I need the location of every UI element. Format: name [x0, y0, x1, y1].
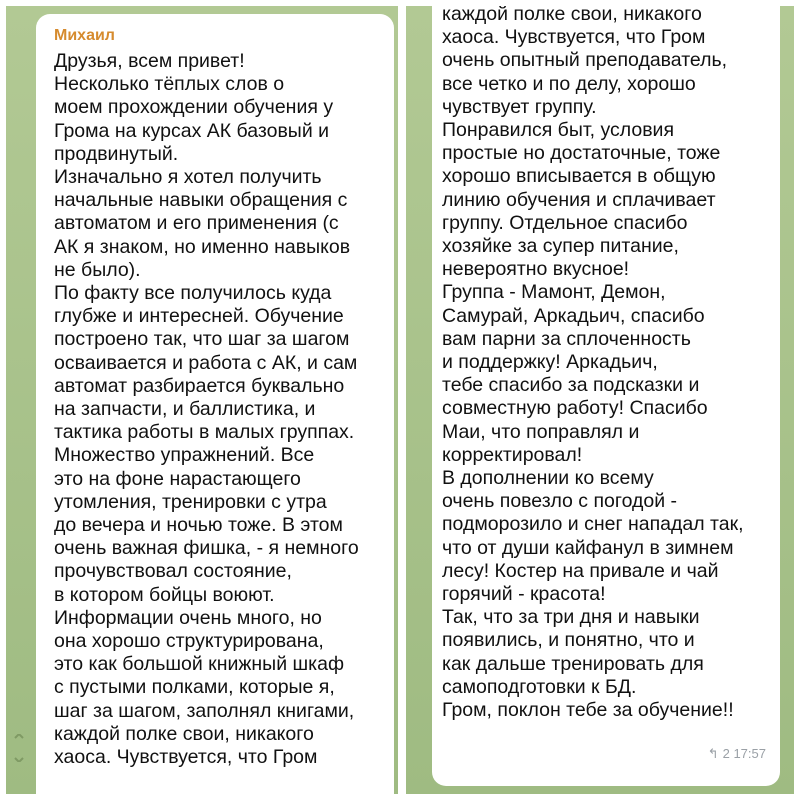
message-line: тактика работы в малых группах.: [54, 421, 355, 444]
message-line: Грома на курсах АК базовый и: [54, 119, 330, 142]
reply-count[interactable]: 2: [722, 746, 730, 761]
message-line: и поддержку! Аркадьич,: [442, 351, 658, 374]
message-line: прочувствовал состояние,: [54, 560, 292, 583]
message-line: хаоса. Чувствуется, что Гром: [54, 746, 318, 769]
message-line: Понравился быт, условия: [442, 119, 675, 142]
message-line: моем прохождении обучения у: [54, 96, 334, 119]
message-line: Так, что за три дня и навыки: [442, 606, 700, 629]
message-line: продвинутый.: [54, 142, 179, 165]
message-line: хаоса. Чувствуется, что Гром: [442, 26, 706, 49]
message-line: осваивается и работа с АК, и сам: [54, 351, 358, 374]
message-line: горячий - красота!: [442, 583, 606, 606]
message-line: самоподготовки к БД.: [442, 675, 637, 698]
message-text: [54, 50, 394, 769]
message-line: Группа - Мамонт, Демон,: [442, 281, 666, 304]
message-line: с пустыми полками, которые я,: [54, 676, 335, 699]
message-line: каждой полке свои, никакого: [54, 722, 314, 745]
message-line: очень важная фишка, - я немного: [54, 537, 359, 560]
message-line: очень опытный преподаватель,: [442, 49, 728, 72]
message-line: тебе спасибо за подсказки и: [442, 374, 700, 397]
message-line: шаг за шагом, заполнял книгами,: [54, 699, 355, 722]
message-bubble-continued[interactable]: [432, 6, 780, 786]
message-line: АК я знаком, но именно навыков: [54, 235, 351, 258]
message-line: построено так, что шаг за шагом: [54, 328, 350, 351]
message-text-continued: [442, 6, 744, 722]
message-line: на запчасти, и баллистика, и: [54, 398, 316, 421]
message-line: чувствует группу.: [442, 95, 597, 118]
message-line: подморозило и снег нападал так,: [442, 513, 744, 536]
message-line: глубже и интересней. Обучение: [54, 305, 344, 328]
message-line: это на фоне нарастающего: [54, 467, 301, 490]
message-line: совместную работу! Спасибо: [442, 397, 708, 420]
message-meta: [708, 746, 766, 762]
message-line: Гром, поклон тебе за обучение!!: [442, 699, 734, 722]
message-line: в котором бойцы воюют.: [54, 583, 275, 606]
message-line: хозяйке за супер питание,: [442, 235, 679, 258]
message-line: что от души кайфанул в зимнем: [442, 536, 734, 559]
sender-name[interactable]: Михаил: [54, 27, 115, 44]
message-line: Самурай, Аркадьич, спасибо: [442, 304, 705, 327]
message-line: корректировал!: [442, 443, 583, 466]
message-line: не было).: [54, 258, 141, 281]
message-time: 17:57: [733, 746, 766, 761]
message-line: утомления, тренировки с утра: [54, 490, 327, 513]
message-line: до вечера и ночью тоже. В этом: [54, 514, 343, 537]
message-line: она хорошо структурирована,: [54, 630, 324, 653]
message-line: каждой полке свои, никакого: [442, 6, 702, 25]
chat-panel-left: [6, 6, 398, 794]
message-line: лесу! Костер на привале и чай: [442, 559, 719, 582]
message-line: автомат разбирается буквально: [54, 374, 345, 397]
message-line: очень повезло с погодой -: [442, 490, 678, 513]
message-line: начальные навыки обращения с: [54, 189, 348, 212]
message-line: все четко и по делу, хорошо: [442, 72, 696, 95]
message-line: Маи, что поправлял и: [442, 420, 640, 443]
message-line: В дополнении ко всему: [442, 467, 654, 490]
message-line: появились, и понятно, что и: [442, 629, 695, 652]
collage-divider: [398, 0, 406, 800]
message-line: автоматом и его применения (с: [54, 212, 339, 235]
message-line: вам парни за сплоченность: [442, 327, 691, 350]
message-line: По факту все получилось куда: [54, 282, 332, 305]
message-line: линию обучения и сплачивает: [442, 188, 716, 211]
message-line: Друзья, всем привет!: [54, 50, 245, 72]
message-line: как дальше тренировать для: [442, 652, 704, 675]
message-line: это как большой книжный шкаф: [54, 653, 344, 676]
reply-arrow-icon[interactable]: ↰: [707, 746, 719, 761]
message-bubble[interactable]: [36, 14, 394, 794]
message-line: Множество упражнений. Все: [54, 444, 315, 467]
chat-panel-right: [406, 6, 794, 794]
message-line: невероятно вкусное!: [442, 258, 630, 281]
scroll-handle-icon[interactable]: [12, 734, 26, 762]
message-line: Информации очень много, но: [54, 606, 322, 629]
message-line: хорошо вписывается в общую: [442, 165, 716, 188]
message-line: группу. Отдельное спасибо: [442, 211, 688, 234]
message-line: простые но достаточные, тоже: [442, 142, 721, 165]
message-line: Несколько тёплых слов о: [54, 73, 285, 96]
message-line: Изначально я хотел получить: [54, 166, 322, 189]
